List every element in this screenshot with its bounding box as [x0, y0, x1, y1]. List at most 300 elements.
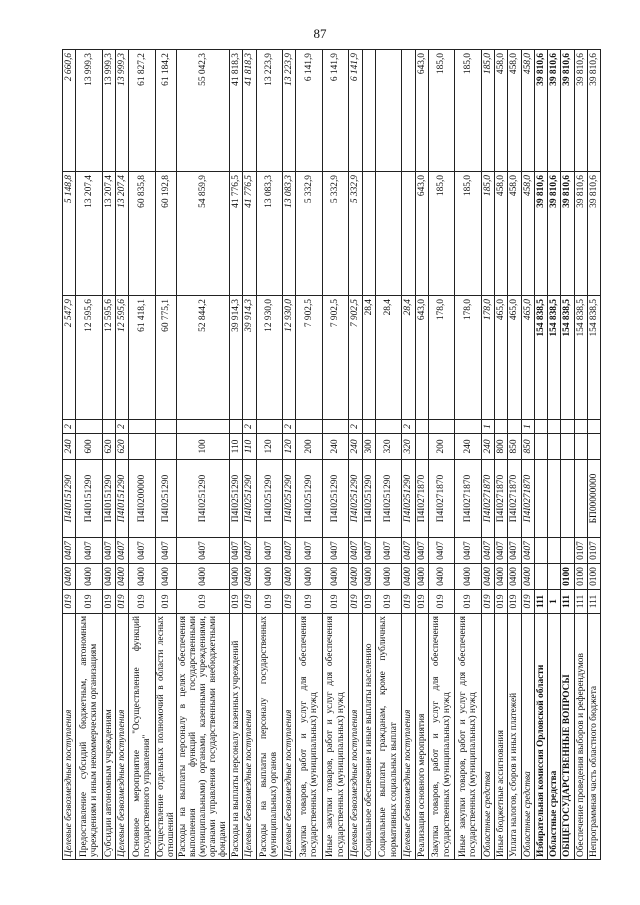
row-name: Социальные выплаты гражданам, кроме публичных нормативных социальных выплат: [375, 614, 402, 860]
amount-year-2: 5 332,9: [349, 172, 362, 296]
code-expense-type: [548, 434, 561, 460]
code-expense-type: 120: [256, 434, 283, 460]
amount-year-3: [362, 50, 375, 172]
amount-year-1: 39 914,3: [230, 296, 243, 420]
amount-year-2: 39 810,6: [574, 172, 587, 296]
amount-year-1: 12 595,6: [76, 296, 103, 420]
code-target: [574, 460, 587, 538]
table-row: [587, 50, 600, 860]
code-target: П4І0251290: [177, 460, 230, 538]
code-subsection: 0407: [455, 538, 482, 564]
row-name: Закупка товаров, работ и услуг для обеспечения государственных (муниципальных) нужд: [296, 614, 323, 860]
amount-year-2: 5 148,8: [63, 172, 76, 296]
code-admin: 019: [76, 590, 103, 614]
code-admin: 019: [63, 590, 76, 614]
amount-year-2: 5 332,9: [296, 172, 323, 296]
code-source: [534, 420, 547, 434]
amount-year-1: 52 844,2: [177, 296, 230, 420]
amount-year-2: [402, 172, 415, 296]
code-section: 0400: [322, 564, 349, 590]
table-row: [574, 50, 587, 860]
table-row: [561, 50, 574, 860]
code-section: 0400: [375, 564, 402, 590]
code-section: 0400: [63, 564, 76, 590]
amount-year-3: 458,0: [495, 50, 508, 172]
amount-year-1: 60 775,1: [155, 296, 176, 420]
code-admin: 019: [283, 590, 296, 614]
code-expense-type: 110: [230, 434, 243, 460]
table-row: [402, 50, 415, 860]
amount-year-3: 39 810,6: [548, 50, 561, 172]
code-target: П4І0251290: [349, 460, 362, 538]
code-source: 2: [349, 420, 362, 434]
code-admin: 019: [375, 590, 402, 614]
row-name: Целевые безвозмездные поступления: [283, 614, 296, 860]
code-source: [574, 420, 587, 434]
amount-year-2: 185,0: [428, 172, 455, 296]
amount-year-1: 154 838,5: [574, 296, 587, 420]
code-expense-type: 200: [296, 434, 323, 460]
code-expense-type: 240: [349, 434, 362, 460]
code-expense-type: 620: [116, 434, 129, 460]
code-source: [362, 420, 375, 434]
amount-year-2: 185,0: [481, 172, 494, 296]
code-admin: 019: [521, 590, 534, 614]
row-name: Расходы на выплаты персоналу государственных (муниципальных) органов: [256, 614, 283, 860]
code-expense-type: 620: [102, 434, 115, 460]
amount-year-2: 39 810,6: [561, 172, 574, 296]
code-target: [548, 460, 561, 538]
code-target: П4І0251290: [283, 460, 296, 538]
amount-year-1: 643,0: [415, 296, 428, 420]
code-subsection: 0407: [243, 538, 256, 564]
code-source: [455, 420, 482, 434]
amount-year-3: [375, 50, 402, 172]
code-expense-type: 110: [243, 434, 256, 460]
code-expense-type: 600: [76, 434, 103, 460]
code-subsection: 0407: [283, 538, 296, 564]
code-subsection: [561, 538, 574, 564]
table-row: [116, 50, 129, 860]
code-source: 2: [402, 420, 415, 434]
code-expense-type: [561, 434, 574, 460]
code-subsection: 0407: [402, 538, 415, 564]
row-name: ОБЩЕГОСУДАРСТВЕННЫЕ ВОПРОСЫ: [561, 614, 574, 860]
amount-year-1: 39 914,3: [243, 296, 256, 420]
amount-year-1: 12 595,6: [102, 296, 115, 420]
amount-year-2: 60 192,8: [155, 172, 176, 296]
table-row: [415, 50, 428, 860]
table-row: [155, 50, 176, 860]
code-section: 0400: [76, 564, 103, 590]
amount-year-3: 13 999,3: [102, 50, 115, 172]
amount-year-2: 41 776,5: [230, 172, 243, 296]
amount-year-2: [362, 172, 375, 296]
code-section: 0100: [574, 564, 587, 590]
code-source: [508, 420, 521, 434]
amount-year-3: 13 999,3: [76, 50, 103, 172]
code-section: [548, 564, 561, 590]
amount-year-3: 13 999,3: [116, 50, 129, 172]
table-row: [508, 50, 521, 860]
code-target: П4І0271870: [455, 460, 482, 538]
code-admin: 019: [155, 590, 176, 614]
code-target: П4І0271870: [481, 460, 494, 538]
code-source: [548, 420, 561, 434]
code-source: 2: [63, 420, 76, 434]
code-subsection: 0407: [349, 538, 362, 564]
code-subsection: 0407: [322, 538, 349, 564]
code-section: 0400: [402, 564, 415, 590]
amount-year-2: 13 083,3: [283, 172, 296, 296]
amount-year-2: 5 332,9: [322, 172, 349, 296]
code-subsection: 0407: [296, 538, 323, 564]
code-expense-type: 240: [455, 434, 482, 460]
code-subsection: 0407: [415, 538, 428, 564]
code-admin: 019: [495, 590, 508, 614]
row-name: Закупка товаров, работ и услуг для обеспечения государственных (муниципальных) нужд: [428, 614, 455, 860]
code-target: П4І0251290: [296, 460, 323, 538]
code-admin: 019: [415, 590, 428, 614]
code-subsection: 0407: [155, 538, 176, 564]
amount-year-2: 60 835,8: [129, 172, 156, 296]
code-source: [256, 420, 283, 434]
code-admin: 019: [455, 590, 482, 614]
code-target: П4І0251290: [230, 460, 243, 538]
code-subsection: 0107: [587, 538, 600, 564]
amount-year-3: 185,0: [428, 50, 455, 172]
code-source: 2: [243, 420, 256, 434]
table-row: [534, 50, 547, 860]
code-admin: 019: [129, 590, 156, 614]
code-section: 0400: [116, 564, 129, 590]
code-source: [561, 420, 574, 434]
amount-year-1: 154 838,5: [587, 296, 600, 420]
code-target: П4І0151290: [76, 460, 103, 538]
code-subsection: 0407: [256, 538, 283, 564]
code-subsection: 0407: [508, 538, 521, 564]
code-target: П4І0271870: [495, 460, 508, 538]
table-row: [256, 50, 283, 860]
code-expense-type: 320: [375, 434, 402, 460]
code-subsection: 0407: [362, 538, 375, 564]
code-expense-type: 240: [63, 434, 76, 460]
table-row: [495, 50, 508, 860]
code-subsection: 0407: [481, 538, 494, 564]
code-section: 0400: [177, 564, 230, 590]
code-source: 1: [521, 420, 534, 434]
code-section: 0400: [256, 564, 283, 590]
code-source: [155, 420, 176, 434]
code-source: [296, 420, 323, 434]
code-section: 0400: [349, 564, 362, 590]
amount-year-3: 39 810,6: [574, 50, 587, 172]
code-admin: 019: [296, 590, 323, 614]
code-section: 0400: [508, 564, 521, 590]
code-source: [76, 420, 103, 434]
amount-year-3: 13 223,9: [283, 50, 296, 172]
row-name: Целевые безвозмездные поступления: [402, 614, 415, 860]
table-row: [322, 50, 349, 860]
row-name: Иные бюджетные ассигнования: [495, 614, 508, 860]
code-admin: 111: [561, 590, 574, 614]
amount-year-1: 2 547,9: [63, 296, 76, 420]
code-section: 0400: [428, 564, 455, 590]
budget-table: [62, 49, 601, 860]
code-section: 0400: [521, 564, 534, 590]
code-expense-type: 240: [481, 434, 494, 460]
amount-year-3: 2 660,6: [63, 50, 76, 172]
code-subsection: 0407: [428, 538, 455, 564]
table-row: [375, 50, 402, 860]
amount-year-2: 13 083,3: [256, 172, 283, 296]
code-target: П4І0251290: [322, 460, 349, 538]
code-target: БП00000000: [587, 460, 600, 538]
amount-year-3: 61 184,2: [155, 50, 176, 172]
amount-year-2: [375, 172, 402, 296]
amount-year-2: 39 810,6: [534, 172, 547, 296]
code-subsection: 0407: [102, 538, 115, 564]
code-source: [415, 420, 428, 434]
amount-year-2: 39 810,6: [548, 172, 561, 296]
code-section: 0400: [455, 564, 482, 590]
code-admin: 019: [349, 590, 362, 614]
row-name: Целевые безвозмездные поступления: [116, 614, 129, 860]
amount-year-3: 6 141,9: [322, 50, 349, 172]
code-source: [129, 420, 156, 434]
amount-year-1: 465,0: [495, 296, 508, 420]
code-section: 0400: [481, 564, 494, 590]
amount-year-3: 458,0: [508, 50, 521, 172]
row-name: Непрограммная часть областного бюджета: [587, 614, 600, 860]
code-admin: 019: [428, 590, 455, 614]
code-section: 0400: [296, 564, 323, 590]
amount-year-3: 41 818,3: [243, 50, 256, 172]
row-name: Целевые безвозмездные поступления: [63, 614, 76, 860]
amount-year-1: 7 902,5: [296, 296, 323, 420]
code-target: П4І0151290: [63, 460, 76, 538]
code-target: П4І0271870: [428, 460, 455, 538]
table-row: [243, 50, 256, 860]
row-name: Расходы на выплаты персоналу казенных учреждений: [230, 614, 243, 860]
row-name: Основное мероприятие "Осуществление функций государственного управления": [129, 614, 156, 860]
amount-year-2: 39 810,6: [587, 172, 600, 296]
amount-year-3: 61 827,2: [129, 50, 156, 172]
amount-year-3: 39 810,6: [561, 50, 574, 172]
code-target: П4І0251290: [256, 460, 283, 538]
code-subsection: 0107: [574, 538, 587, 564]
rotated-table-area: [62, 50, 599, 860]
code-admin: 019: [243, 590, 256, 614]
code-target: П4І0271870: [415, 460, 428, 538]
code-expense-type: 300: [362, 434, 375, 460]
code-target: П4І0251290: [402, 460, 415, 538]
code-expense-type: [574, 434, 587, 460]
amount-year-1: 178,0: [481, 296, 494, 420]
row-name: Уплата налогов, сборов и иных платежей: [508, 614, 521, 860]
code-target: П4І0251290: [243, 460, 256, 538]
amount-year-3: 458,0: [521, 50, 534, 172]
code-source: [428, 420, 455, 434]
code-target: П4І0271870: [508, 460, 521, 538]
table-row: [521, 50, 534, 860]
amount-year-3: 13 223,9: [256, 50, 283, 172]
amount-year-1: 154 838,5: [534, 296, 547, 420]
table-row: [283, 50, 296, 860]
amount-year-3: [402, 50, 415, 172]
row-name: Реализация основного мероприятия: [415, 614, 428, 860]
row-name: Социальное обеспечение и иные выплаты населению: [362, 614, 375, 860]
code-section: 0400: [362, 564, 375, 590]
code-subsection: 0407: [177, 538, 230, 564]
code-subsection: [534, 538, 547, 564]
code-expense-type: [129, 434, 156, 460]
code-admin: 019: [230, 590, 243, 614]
table-row: [428, 50, 455, 860]
code-source: [230, 420, 243, 434]
code-section: 0400: [415, 564, 428, 590]
amount-year-2: 13 207,4: [76, 172, 103, 296]
table-row: [362, 50, 375, 860]
amount-year-1: 12 930,0: [283, 296, 296, 420]
code-target: П4І0151290: [116, 460, 129, 538]
code-admin: 019: [256, 590, 283, 614]
code-source: [587, 420, 600, 434]
code-admin: 019: [402, 590, 415, 614]
code-subsection: [548, 538, 561, 564]
code-subsection: 0407: [76, 538, 103, 564]
row-name: Обеспечение проведения выборов и референдумов: [574, 614, 587, 860]
amount-year-1: 61 418,1: [129, 296, 156, 420]
row-name: Иные закупки товаров, работ и услуг для обеспечения государственных (муниципальных) нужд: [322, 614, 349, 860]
code-expense-type: 120: [283, 434, 296, 460]
code-section: 0400: [129, 564, 156, 590]
row-name: Областные средства: [548, 614, 561, 860]
table-row: [296, 50, 323, 860]
code-admin: 019: [508, 590, 521, 614]
code-section: 0400: [495, 564, 508, 590]
amount-year-3: 185,0: [455, 50, 482, 172]
row-name: Субсидии автономным учреждениям: [102, 614, 115, 860]
table-row: [455, 50, 482, 860]
amount-year-2: 13 207,4: [116, 172, 129, 296]
amount-year-1: 28,4: [402, 296, 415, 420]
code-expense-type: 850: [521, 434, 534, 460]
rotated-page-content: [62, 50, 599, 860]
code-subsection: 0407: [129, 538, 156, 564]
code-expense-type: 200: [428, 434, 455, 460]
row-name: Иные закупки товаров, работ и услуг для обеспечения государственных (муниципальных) нужд: [455, 614, 482, 860]
amount-year-2: 54 859,9: [177, 172, 230, 296]
code-section: [534, 564, 547, 590]
amount-year-1: 178,0: [455, 296, 482, 420]
code-source: 2: [283, 420, 296, 434]
amount-year-1: 465,0: [508, 296, 521, 420]
code-target: П4І0251290: [375, 460, 402, 538]
amount-year-3: 39 810,6: [587, 50, 600, 172]
code-source: 1: [481, 420, 494, 434]
amount-year-1: 154 838,5: [548, 296, 561, 420]
amount-year-3: 55 042,3: [177, 50, 230, 172]
code-expense-type: [155, 434, 176, 460]
code-expense-type: [534, 434, 547, 460]
code-admin: 019: [481, 590, 494, 614]
amount-year-1: 178,0: [428, 296, 455, 420]
code-expense-type: 100: [177, 434, 230, 460]
code-target: П4І0151290: [102, 460, 115, 538]
table-row: [63, 50, 76, 860]
amount-year-2: 458,0: [495, 172, 508, 296]
amount-year-1: 7 902,5: [322, 296, 349, 420]
code-admin: 1: [548, 590, 561, 614]
table-row: [129, 50, 156, 860]
table-row: [481, 50, 494, 860]
code-admin: 019: [116, 590, 129, 614]
code-target: П4І0200000: [129, 460, 156, 538]
amount-year-3: 643,0: [415, 50, 428, 172]
code-admin: 019: [322, 590, 349, 614]
table-row: [177, 50, 230, 860]
table-row: [230, 50, 243, 860]
amount-year-1: 154 838,5: [561, 296, 574, 420]
amount-year-2: 458,0: [521, 172, 534, 296]
row-name: Осуществление отдельных полномочий в области лесных отношений: [155, 614, 176, 860]
amount-year-1: 28,4: [362, 296, 375, 420]
code-source: [375, 420, 402, 434]
amount-year-3: 39 810,6: [534, 50, 547, 172]
code-subsection: 0407: [495, 538, 508, 564]
amount-year-2: 13 207,4: [102, 172, 115, 296]
code-admin: 019: [177, 590, 230, 614]
amount-year-1: 12 595,6: [116, 296, 129, 420]
amount-year-1: 12 930,0: [256, 296, 283, 420]
amount-year-2: 41 776,5: [243, 172, 256, 296]
code-admin: 111: [587, 590, 600, 614]
amount-year-1: 465,0: [521, 296, 534, 420]
amount-year-2: 643,0: [415, 172, 428, 296]
row-name: Целевые безвозмездные поступления: [349, 614, 362, 860]
row-name: Предоставление субсидий бюджетным, автономным учреждениям и иным некоммерческим организациям: [76, 614, 103, 860]
amount-year-1: 7 902,5: [349, 296, 362, 420]
code-expense-type: 800: [495, 434, 508, 460]
code-target: П4І0271870: [521, 460, 534, 538]
row-name: Областные средства: [521, 614, 534, 860]
code-subsection: 0407: [521, 538, 534, 564]
code-target: П4І0251290: [362, 460, 375, 538]
code-subsection: 0407: [230, 538, 243, 564]
row-name: Целевые безвозмездные поступления: [243, 614, 256, 860]
table-row: [76, 50, 103, 860]
code-expense-type: 850: [508, 434, 521, 460]
table-row: [548, 50, 561, 860]
code-expense-type: [587, 434, 600, 460]
code-admin: 019: [102, 590, 115, 614]
code-source: [495, 420, 508, 434]
code-section: 0400: [243, 564, 256, 590]
code-expense-type: 240: [322, 434, 349, 460]
code-subsection: 0407: [375, 538, 402, 564]
code-source: 2: [116, 420, 129, 434]
table-row: [349, 50, 362, 860]
page-number: 87: [313, 26, 327, 41]
code-admin: 111: [574, 590, 587, 614]
table-row: [102, 50, 115, 860]
row-name: Расходы на выплаты персоналу в целях обеспечения выполнения функций государственными (муниципальными) органами, казенными учреждениями, органами управления государственными внебюджетными фондами: [177, 614, 230, 860]
amount-year-3: 185,0: [481, 50, 494, 172]
amount-year-3: 41 818,3: [230, 50, 243, 172]
code-section: 0400: [155, 564, 176, 590]
code-section: 0400: [102, 564, 115, 590]
